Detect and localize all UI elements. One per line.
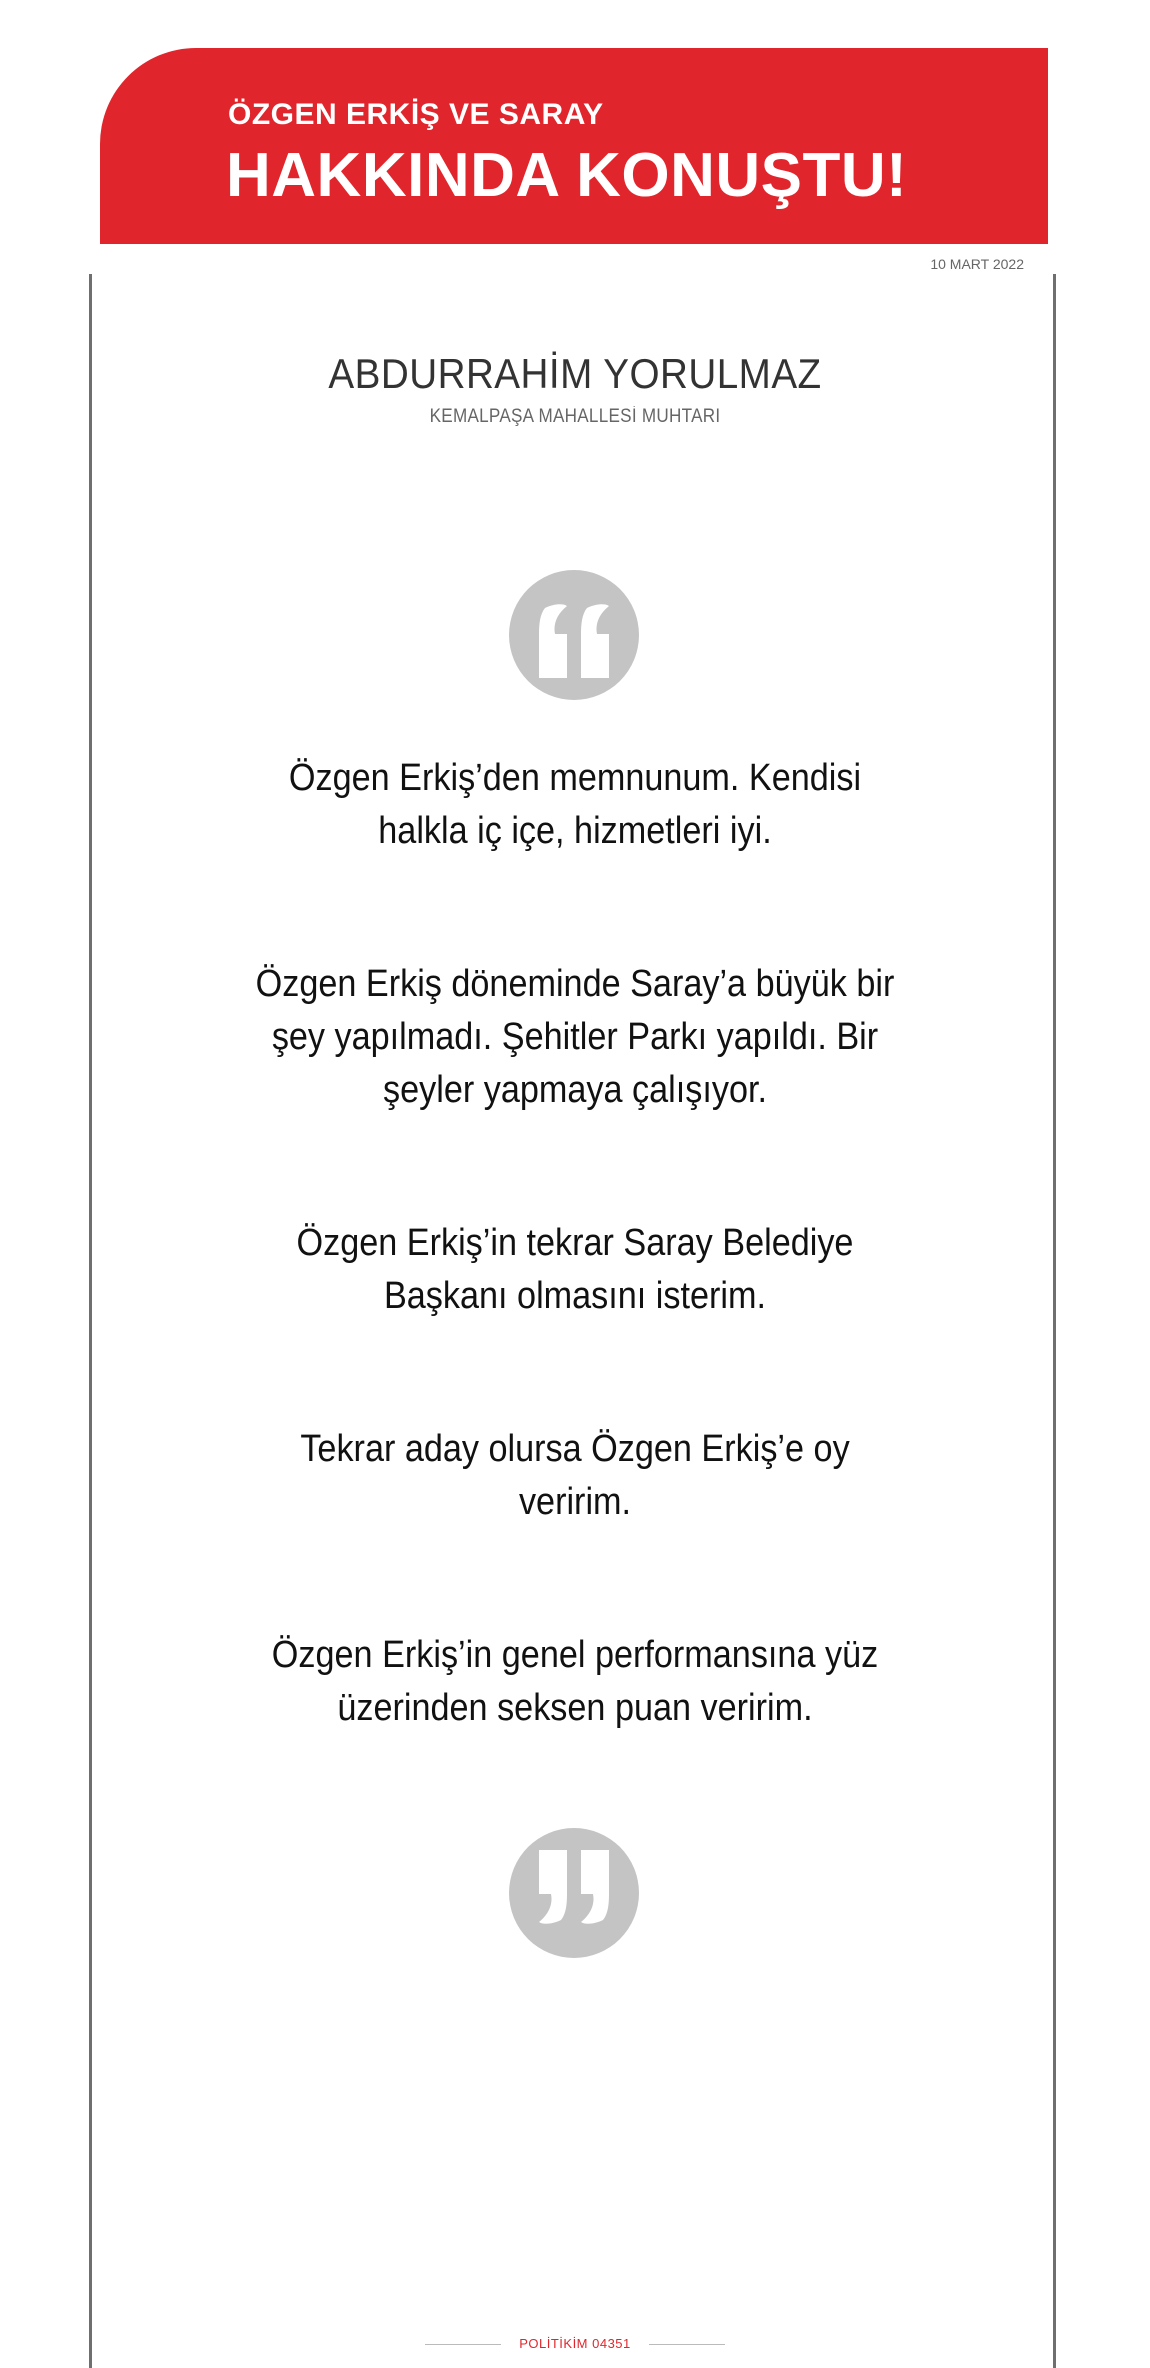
footer-rule-left (425, 2344, 501, 2345)
footer (0, 2336, 1150, 2351)
footer-code: POLİTİKİM 04351 (519, 2336, 631, 2351)
interviewee-name: ABDURRAHİM YORULMAZ (328, 350, 822, 397)
quotes-block (220, 752, 930, 1735)
interviewee-role: KEMALPAŞA MAHALLESİ MUHTARI (429, 406, 721, 427)
quote-text: Özgen Erkiş’in tekrar Saray Belediye Başkanı olmasını isterim. (296, 1222, 854, 1317)
quote-text: Özgen Erkiş’in genel performansına yüz üzerinden seksen puan veririm. (271, 1634, 879, 1729)
open-quote-icon (509, 570, 639, 700)
header-banner (100, 48, 1048, 244)
header-title: HAKKINDA KONUŞTU! (226, 141, 908, 210)
quote-text: Tekrar aday olursa Özgen Erkiş’e oy veririm. (300, 1428, 850, 1523)
publish-date: 10 MART 2022 (930, 256, 1024, 272)
header-subtitle: ÖZGEN ERKİŞ VE SARAY (228, 98, 604, 131)
close-quote-icon (509, 1828, 639, 1958)
frame-left-border (89, 274, 92, 2368)
footer-rule-right (649, 2344, 725, 2345)
quote-text: Özgen Erkiş’den memnunum. Kendisi halkla iç içe, hizmetleri iyi. (288, 757, 862, 852)
interviewee (0, 350, 1150, 428)
frame-right-border (1053, 274, 1056, 2368)
quote-text: Özgen Erkiş döneminde Saray’a büyük bir şey yapılmadı. Şehitler Parkı yapıldı. Bir şeyler yapmaya çalışıyor. (255, 963, 895, 1111)
